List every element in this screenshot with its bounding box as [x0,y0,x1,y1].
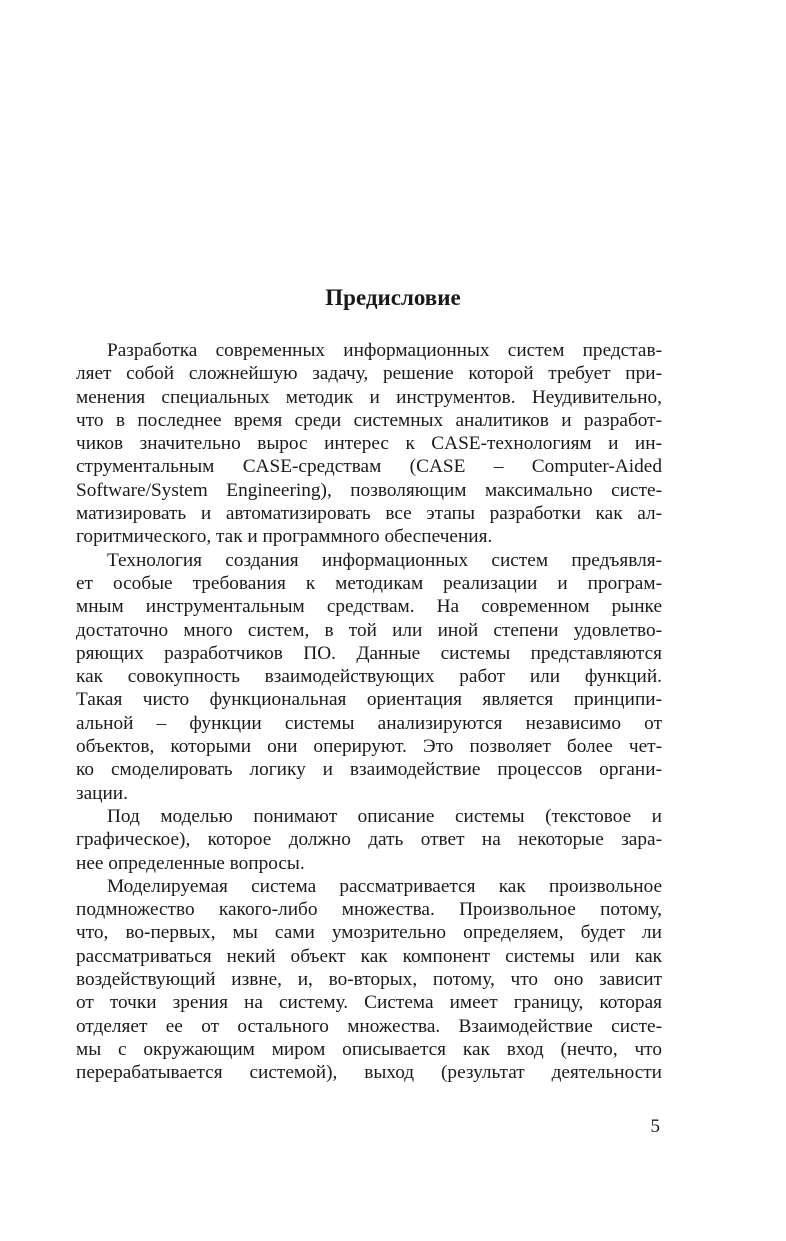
text-line: от точки зрения на систему. Система имеет границу, которая [76,992,662,1014]
text-line: ет особые требования к методикам реализации и програм- [76,572,662,594]
text-line: Такая чисто функциональная ориентация является принципи- [76,689,662,711]
paragraph-4 [76,875,662,1085]
paragraph-1 [76,339,662,549]
page-number: 5 [650,1116,660,1137]
text-line: воздействующий извне, и, во-вторых, потому, что оно зависит [76,969,662,991]
text-line: Моделируемая система рассматривается как произвольное [107,875,662,897]
text-line: нее определенные вопросы. [76,852,305,874]
text-line: ляет собой сложнейшую задачу, решение которой требует при- [76,363,662,385]
text-line: что в последнее время среди системных аналитиков и разработ- [76,409,662,431]
text-line: Разработка современных информационных систем представ- [107,340,662,361]
text-line: подмножество какого-либо множества. Произвольное потому, [76,899,662,921]
text-line: перерабатывается системой), выход (результат деятельности [76,1062,662,1084]
text-line: рассматриваться некий объект как компонент системы или как [76,945,662,967]
text-line: менения специальных методик и инструментов. Неудивительно, [76,386,662,408]
text-line: Software/System Engineering), позволяющим максимально систе- [76,479,662,501]
text-line: отделяет ее от остального множества. Взаимодействие систе- [76,1015,662,1037]
paragraph-2 [76,549,662,805]
text-line: что, во-первых, мы сами умозрительно определяем, будет ли [76,922,662,944]
text-line: Технология создания информационных систем предъявля- [107,549,662,571]
body-text [76,339,662,1085]
text-line: мы с окружающим миром описывается как вход (нечто, что [76,1038,662,1060]
text-line: ряющих разработчиков ПО. Данные системы представляются [76,642,662,664]
text-line: мным инструментальным средствам. На современном рынке [76,596,662,618]
page-title: Предисловие [325,285,461,310]
text-line: матизировать и автоматизировать все этапы разработки как ал- [76,503,662,525]
text-line: Под моделью понимают описание системы (текстовое и [107,805,662,827]
text-line: струментальным CASE-средствам (CASE – Computer-Aided [76,456,662,478]
text-line: зации. [76,782,128,804]
text-line: как совокупность взаимодействующих работ или функций. [76,666,662,688]
paragraph-3 [76,805,662,875]
text-line: альной – функции системы анализируются независимо от [76,712,662,734]
text-line: графическое), которое должно дать ответ на некоторые зара- [76,829,662,851]
text-line: объектов, которыми они оперируют. Это позволяет более чет- [76,736,662,758]
text-line: ко смоделировать логику и взаимодействие процессов органи- [76,759,662,781]
text-line: достаточно много систем, в той или иной степени удовлетво- [76,619,662,641]
text-line: горитмического, так и программного обеспечения. [76,526,493,548]
text-line: чиков значительно вырос интерес к CASE-технологиям и ин- [76,433,662,455]
